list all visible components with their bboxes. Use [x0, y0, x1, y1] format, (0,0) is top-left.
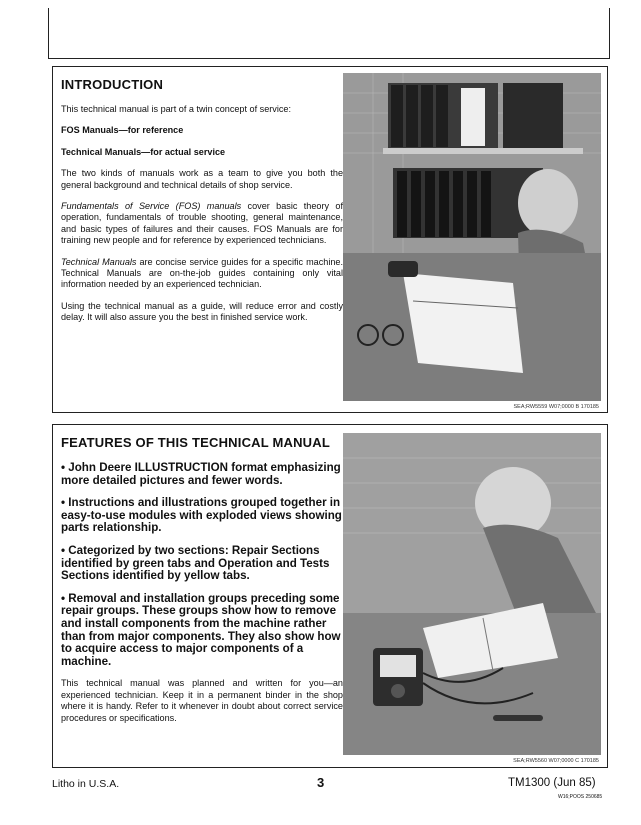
feature-bullet-1: • John Deere ILLUSTRUCTION format emphasizing more detailed pictures and fewer words.: [61, 461, 341, 487]
intro-paragraph-3-rest: cover basic theory of operation, fundamentals of trouble shooting, general maintenance, and basic types of failures and their causes. FOS Manuals are for training new people and for reference by experienced technicians.: [61, 201, 344, 246]
bookshelf-photo: [343, 73, 601, 401]
technical-manuals-heading: Technical Manuals—for actual service: [61, 146, 226, 157]
feature-bullet-4: • Removal and installation groups preceding some repair groups. These groups show how to remove and install components from the machine rather than from major components. They also show how to acquire access to major components of a machine.: [61, 591, 341, 668]
intro-paragraph-4: [61, 257, 343, 291]
features-text: [61, 435, 343, 734]
intro-paragraph-1: This technical manual is part of a twin concept of service:: [61, 104, 291, 114]
fos-manuals-heading: FOS Manuals—for reference: [61, 125, 184, 136]
intro-photo-caption: SEA;RW5559 W07;0000 B 170185: [513, 404, 599, 410]
top-frame: [48, 8, 610, 59]
features-title: FEATURES OF THIS TECHNICAL MANUAL: [61, 435, 330, 450]
feature-bullet-3: • Categorized by two sections: Repair Sections identified by green tabs and Operation and Tests Sections identified by yellow tabs.: [61, 543, 330, 583]
tm-emphasis: Technical Manuals: [61, 256, 137, 267]
introduction-panel: [52, 66, 608, 413]
intro-paragraph-3: [61, 201, 343, 247]
footer-litho: Litho in U.S.A.: [52, 778, 120, 790]
intro-paragraph-5: Using the technical manual as a guide, will reduce error and costly delay. It will also assure you the best in finished service work.: [61, 300, 343, 323]
intro-paragraph-2: The two kinds of manuals work as a team to give you both the general background and technical details of shop service.: [61, 168, 343, 190]
fos-emphasis: Fundamentals of Service (FOS) manuals: [61, 201, 242, 212]
intro-paragraph-4-rest: are concise service guides for a specific machine. Technical Manuals are on-the-job guides containing only vital information needed by an experienced technician.: [61, 256, 343, 290]
features-closing-paragraph: This technical manual was planned and written for you—an experienced technician. Keep it in a permanent binder in the shop where it is handy. Refer to it whenever in doubt about correct service procedures or specifications.: [61, 678, 343, 723]
introduction-text: [61, 77, 343, 334]
footer-code: W16;POOS 250685: [558, 794, 603, 800]
feature-bullet-2: • Instructions and illustrations grouped together in easy-to-use modules with exploded views showing parts relationship.: [61, 496, 342, 535]
features-photo-caption: SEA;RW5560 W07;0000 C 170185: [513, 758, 599, 764]
page-number: 3: [317, 775, 325, 790]
features-panel: [52, 424, 608, 768]
introduction-title: INTRODUCTION: [61, 77, 164, 92]
manual-id: TM1300 (Jun 85): [508, 777, 596, 789]
meter-photo: [343, 433, 601, 755]
